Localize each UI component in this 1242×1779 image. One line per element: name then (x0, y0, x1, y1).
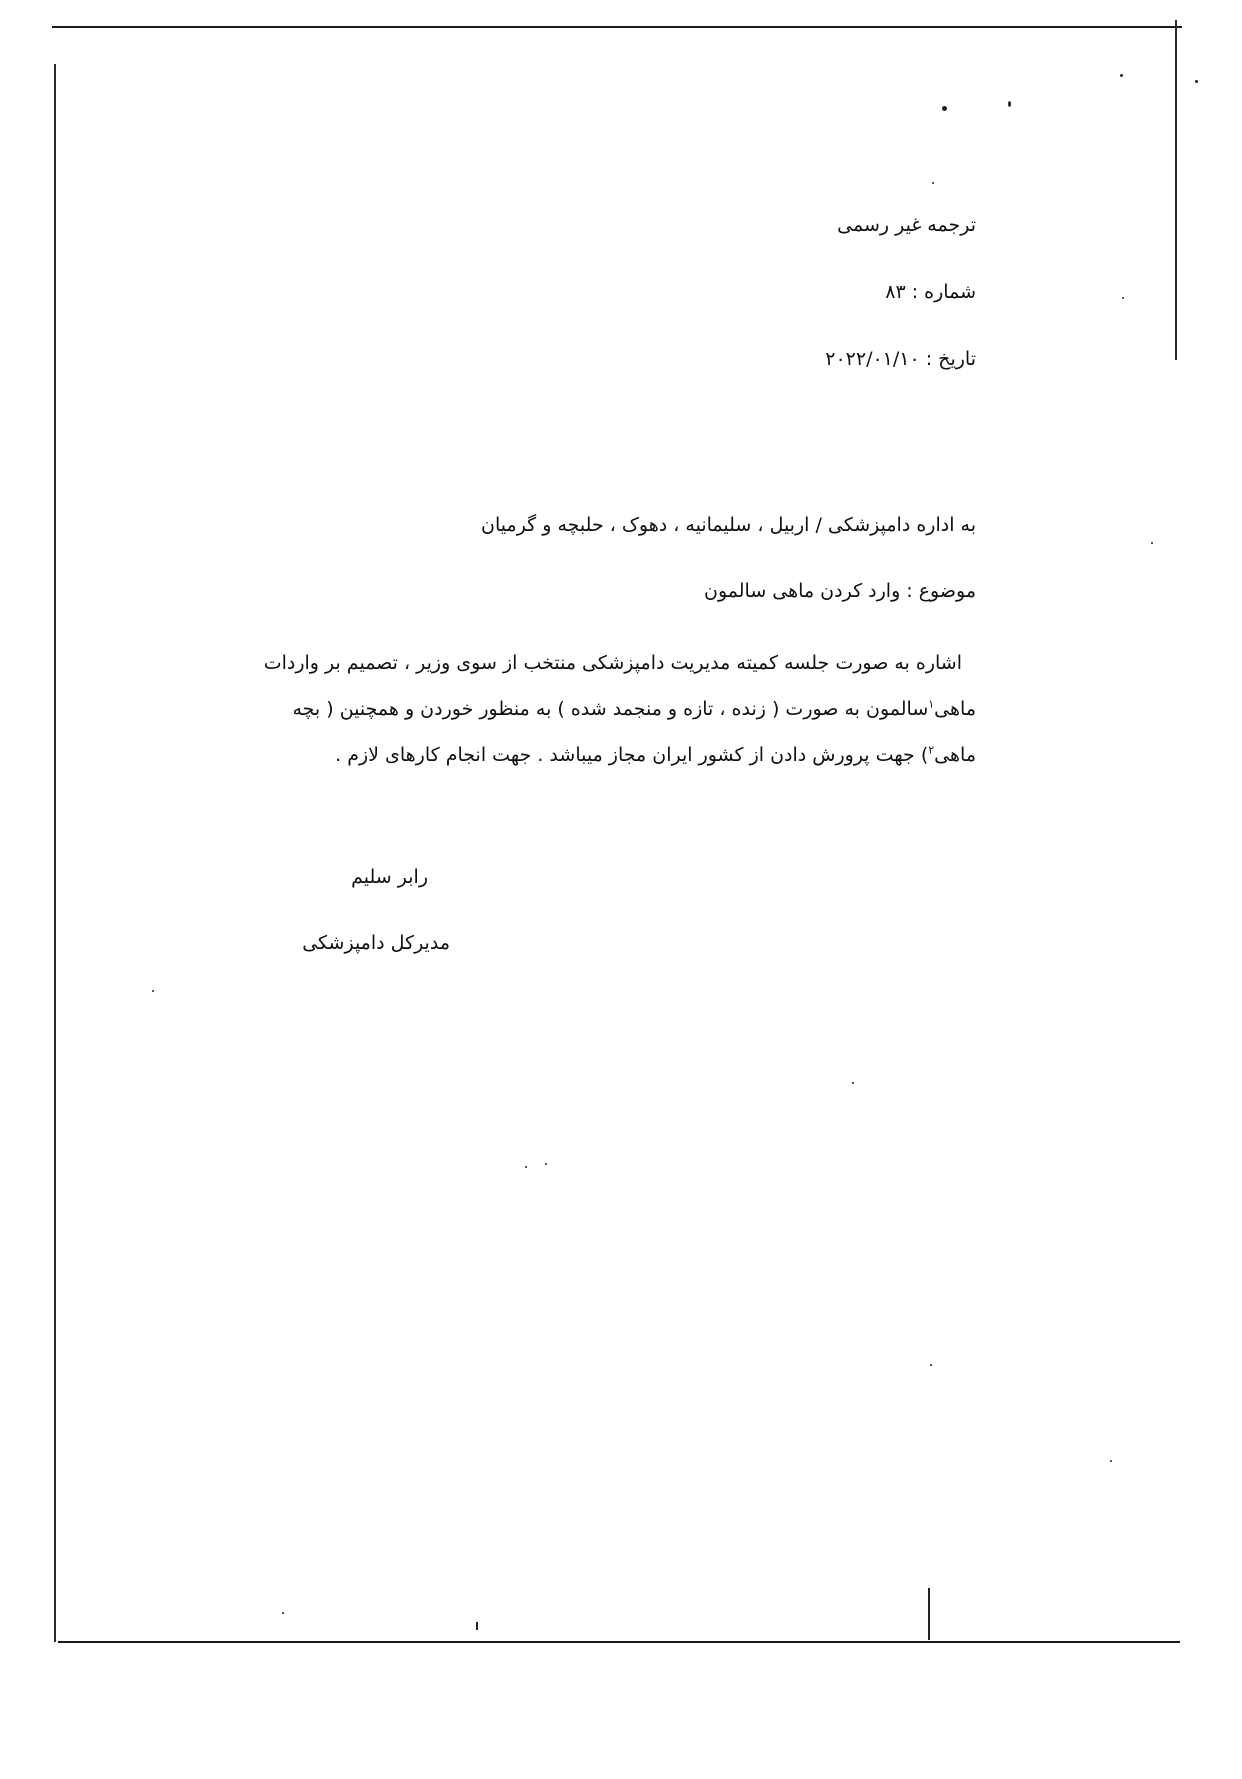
subject-line: موضوع : وارد کردن ماهی سالمون (704, 580, 976, 602)
scan-speck (1008, 101, 1011, 107)
scan-speck (545, 1163, 547, 1165)
scan-speck (942, 106, 947, 111)
body-line: ماهی$^۱$سالمون به صورت ( زنده ، تازه و منجمد شده ) به منظور خوردن و همچنین ( بچه (292, 697, 976, 720)
body-line: اشاره به صورت جلسه کمیته مدیریت دامپزشکی منتخب از سوی وزیر ، تصمیم بر واردات (263, 652, 962, 674)
scan-tick-mark (476, 1622, 478, 1630)
scan-border-bottom (58, 1641, 1180, 1643)
scan-speck (525, 1166, 527, 1168)
letter-number: شماره : ۸۳ (885, 281, 976, 303)
recipient-line: به اداره دامپزشکی / اربیل ، سلیمانیه ، دهوک ، حلبچه و گرمیان (481, 514, 976, 536)
body-line: ماهی$^۲$) جهت پرورش دادن از کشور ایران مجاز میباشد . جهت انجام کارهای لازم . (335, 743, 976, 766)
translation-note: ترجمه غیر رسمی (837, 214, 976, 236)
scan-border-right (1175, 20, 1177, 360)
scan-speck (932, 182, 934, 184)
footnote-marker: ۲ (928, 743, 935, 757)
scan-speck (1195, 80, 1198, 83)
scan-speck (852, 1082, 854, 1084)
scan-border-top (52, 26, 1182, 28)
scan-speck (152, 990, 154, 992)
scan-speck (1151, 542, 1153, 544)
scan-speck (930, 1364, 932, 1366)
scan-border-left (54, 64, 56, 1642)
scan-tick-mark (928, 1588, 930, 1640)
footnote-marker: ۱ (928, 697, 935, 711)
scan-speck (1110, 1460, 1112, 1462)
signatory-title: مدیرکل دامپزشکی (302, 932, 450, 954)
letter-body (186, 640, 976, 778)
signatory-name: رابر سلیم (351, 866, 428, 888)
scan-speck (282, 1612, 284, 1614)
scan-speck (1122, 297, 1124, 299)
letter-date: تاریخ : ۲۰۲۲/۰۱/۱۰ (825, 348, 976, 370)
scan-speck (1120, 74, 1123, 77)
